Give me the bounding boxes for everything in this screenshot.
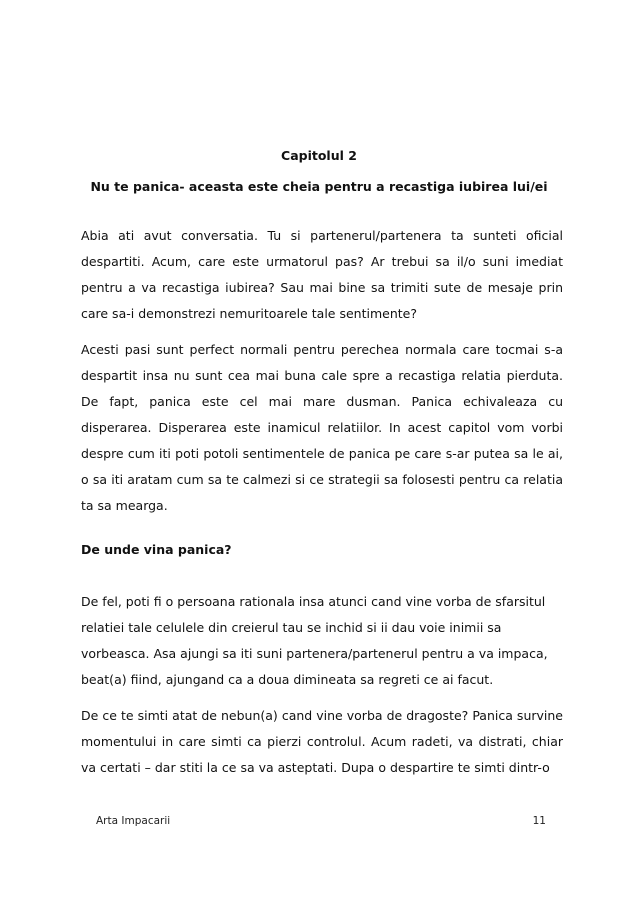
- chapter-subtitle: Nu te panica- aceasta este cheia pentru a recastiga iubirea lui/ei: [90, 179, 548, 194]
- section-heading: De unde vina panica?: [81, 542, 232, 557]
- paragraph-intro: Abia ati avut conversatia. Tu si partenerul/partenera ta sunteti oficial despartiti. Acum, care este urmatorul pas? Ar trebui sa il/o suni imediat pentru a va recastiga iubirea? Sau mai bine sa trimiti sute de mesaje prin care sa-i demonstrezi nemuritoarele tale sentimente?: [81, 228, 563, 321]
- page-footer: [96, 814, 546, 828]
- footer-page-number: 11: [532, 815, 546, 827]
- chapter-title: Capitolul 2: [281, 148, 357, 163]
- paragraph-panic: Acesti pasi sunt perfect normali pentru perechea normala care tocmai s-a despartit insa nu sunt cea mai buna cale spre a recastiga relatia pierduta. De fapt, panica este cel mai mare dusman. Panica echivaleaza cu disperarea. Disperarea este inamicul relatiilor. In acest capitol vom vorbi despre cum iti poti potoli sentimentele de panica pe care s-ar putea sa le ai, o sa iti aratam cum sa te calmezi si ce strategii sa folosesti pentru ca relatia ta sa mearga.: [81, 342, 563, 513]
- paragraph-rational: De fel, poti fi o persoana rationala insa atunci cand vine vorba de sfarsitul relatiei tale celulele din creierul tau se inchid si ii dau voie inimii sa vorbeasca. Asa ajungi sa iti suni partenera/partenerul pentru a va impaca, beat(a) fiind, ajungand ca a doua dimineata sa regreti ce ai facut.: [81, 594, 548, 687]
- footer-book-title: Arta Impacarii: [96, 815, 171, 827]
- paragraph-why-crazy: De ce te simti atat de nebun(a) cand vine vorba de dragoste? Panica survine momentului in care simti ca pierzi controlul. Acum radeti, va distrati, chiar va certati – dar stiti la ce sa va asteptati. Dupa o despartire te simti dintr-o: [81, 708, 563, 775]
